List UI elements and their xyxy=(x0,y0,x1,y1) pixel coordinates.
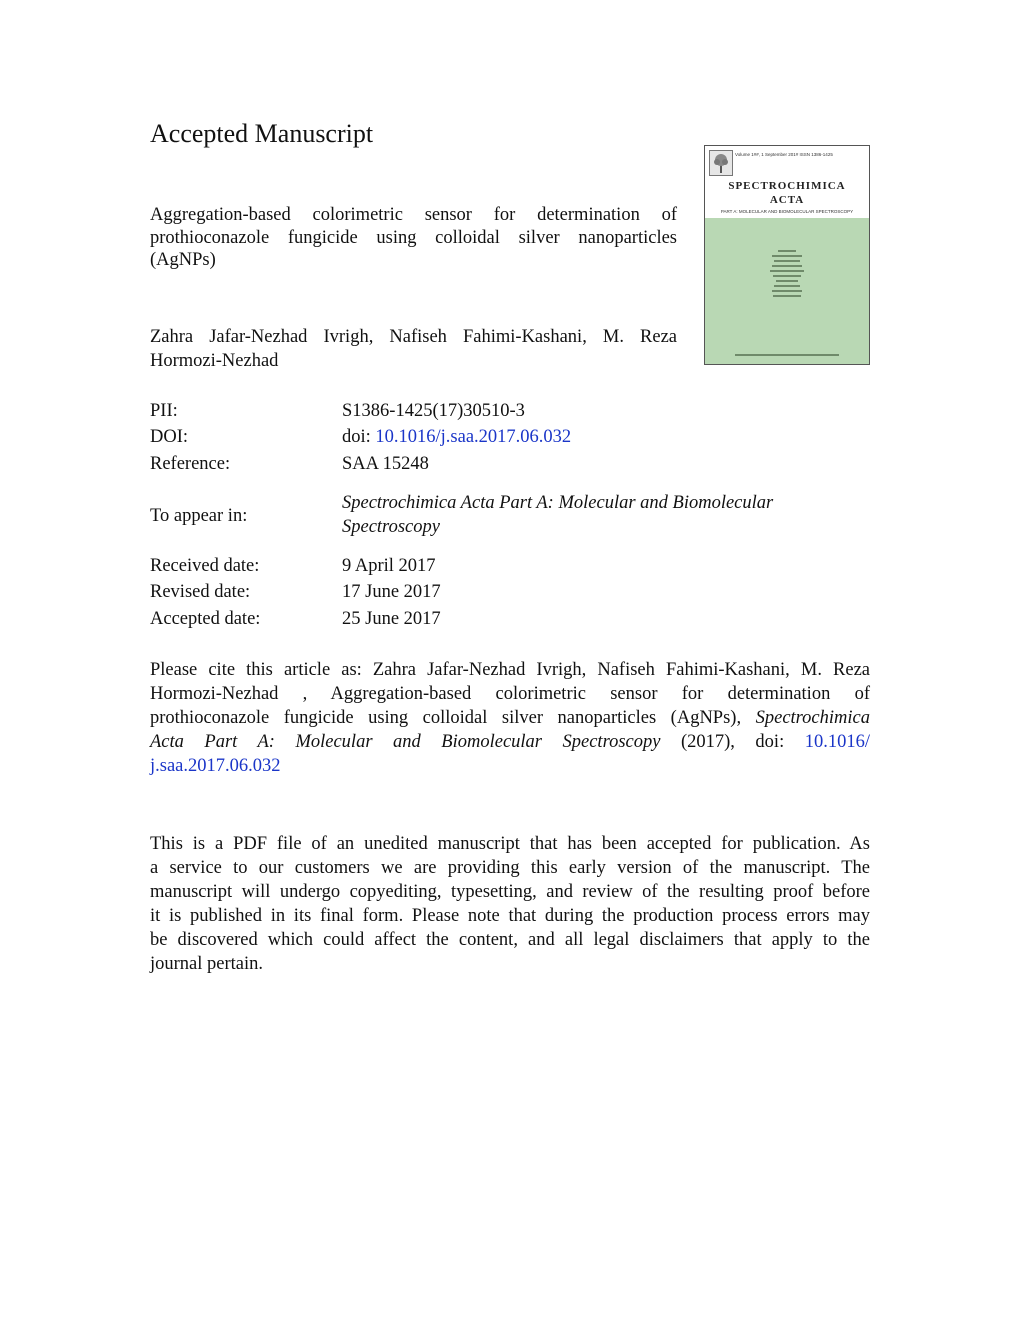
cover-text-line xyxy=(774,260,800,262)
citation-line-1: Please cite this article as: Zahra Jafar-Nezhad Ivrigh, Nafiseh Fahimi-Kashani, M. Reza xyxy=(150,660,870,680)
cover-section-name: PART A: MOLECULAR AND BIOMOLECULAR SPECTROSCOPY xyxy=(720,209,854,214)
citation-doi-link-part-1[interactable]: 10.1016/ xyxy=(804,732,870,752)
cover-text-line xyxy=(774,285,800,287)
disclaimer-paragraph xyxy=(150,832,870,976)
cover-text-line xyxy=(772,255,802,257)
page-heading: Accepted Manuscript xyxy=(150,119,374,148)
cover-text-line xyxy=(773,295,801,297)
disclaimer-line: journal pertain. xyxy=(150,954,264,974)
cover-text-line xyxy=(778,250,796,252)
appear-in-line-2: Spectroscopy xyxy=(342,517,440,537)
cover-text-line xyxy=(773,275,801,277)
journal-cover-thumbnail xyxy=(704,145,870,365)
citation-paragraph xyxy=(150,658,870,778)
citation-line-3-text: prothioconazole fungicide using colloidal silver nanoparticles (AgNPs), xyxy=(150,708,742,728)
citation-year-doi: (2017), doi: xyxy=(680,732,785,752)
doi-link[interactable]: 10.1016/j.saa.2017.06.032 xyxy=(375,427,572,447)
accepted-label: Accepted date: xyxy=(150,609,261,629)
pii-label: PII: xyxy=(150,401,178,421)
citation-line-3 xyxy=(150,706,870,730)
citation-journal-part-1: Spectrochimica xyxy=(755,708,870,728)
appear-in-line-1: Spectrochimica Acta Part A: Molecular and Biomolecular xyxy=(342,493,774,513)
disclaimer-line: This is a PDF file of an unedited manuscript that has been accepted for publication. As xyxy=(150,834,870,854)
disclaimer-line: manuscript will undergo copyediting, typesetting, and review of the resulting proof before xyxy=(150,882,870,902)
cover-footer-line xyxy=(735,354,839,356)
doi-row xyxy=(342,425,571,449)
pii-value: S1386-1425(17)30510-3 xyxy=(342,401,525,421)
doi-label: DOI: xyxy=(150,427,189,447)
citation-journal-part-2: Acta Part A: Molecular and Biomolecular Spectroscopy xyxy=(150,732,661,752)
reference-value: SAA 15248 xyxy=(342,454,429,474)
appear-in-label: To appear in: xyxy=(150,506,248,526)
cover-editor-list xyxy=(745,250,829,300)
disclaimer-line: be discovered which could affect the content, and all legal disclaimers that apply to the xyxy=(150,930,870,950)
revised-value: 17 June 2017 xyxy=(342,582,441,602)
reference-label: Reference: xyxy=(150,454,231,474)
cover-text-line xyxy=(770,270,804,272)
cover-issue-info: Volume 1##, 1 September 201# ISSN 1386-1425 xyxy=(735,152,833,157)
cover-text-line xyxy=(772,265,802,267)
cover-journal-line-2: ACTA xyxy=(769,194,805,206)
citation-line-5 xyxy=(150,754,870,778)
elsevier-tree-icon xyxy=(709,150,733,176)
disclaimer-line: a service to our customers we are providing this early version of the manuscript. The xyxy=(150,858,870,878)
article-title: Aggregation-based colorimetric sensor for determination of prothioconazole fungicide using colloidal silver nanoparticles (AgNPs) xyxy=(150,205,677,270)
citation-doi-link-part-2[interactable]: j.saa.2017.06.032 xyxy=(150,756,281,776)
article-authors: Zahra Jafar-Nezhad Ivrigh, Nafiseh Fahimi-Kashani, M. Reza Hormozi-Nezhad xyxy=(150,327,677,371)
cover-journal-name xyxy=(705,179,869,207)
appear-in-journal xyxy=(342,491,842,539)
citation-line-4 xyxy=(150,730,870,754)
accepted-value: 25 June 2017 xyxy=(342,609,441,629)
revised-label: Revised date: xyxy=(150,582,251,602)
disclaimer-line: it is published in its final form. Please note that during the production process errors may xyxy=(150,906,870,926)
citation-line-2: Hormozi-Nezhad , Aggregation-based colorimetric sensor for determination of xyxy=(150,684,870,704)
doi-prefix: doi: xyxy=(342,427,376,447)
received-label: Received date: xyxy=(150,556,260,576)
cover-text-line xyxy=(772,290,802,292)
cover-text-line xyxy=(776,280,798,282)
received-value: 9 April 2017 xyxy=(342,556,436,576)
cover-journal-line-1: SPECTROCHIMICA xyxy=(728,180,846,192)
